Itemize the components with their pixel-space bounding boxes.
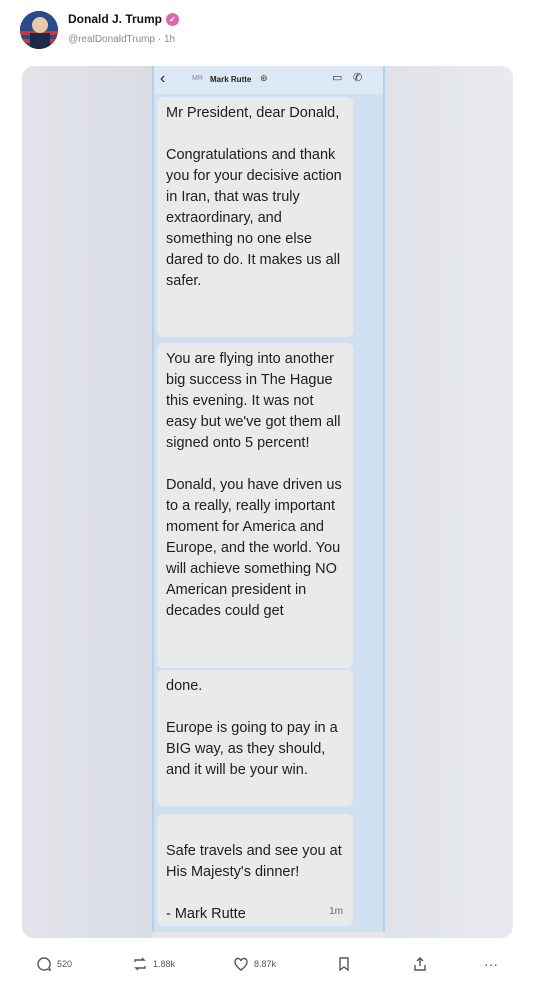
post-header: [0, 0, 537, 62]
verified-badge-icon: ✓: [166, 13, 179, 26]
repost-button[interactable]: [132, 956, 175, 972]
media-blur-right: [385, 66, 513, 938]
action-bar: [0, 950, 537, 982]
more-options-button[interactable]: [484, 956, 498, 972]
message-text: Safe travels and see you at His Majesty's dinner! - Mark Rutte: [166, 843, 342, 922]
time-ago: 1h: [163, 34, 176, 45]
contact-name: Mark Rutte: [210, 75, 252, 84]
share-icon: [412, 956, 428, 972]
repost-icon: [132, 956, 148, 972]
share-button[interactable]: [412, 956, 428, 972]
message-timestamp: 1m: [329, 906, 343, 917]
like-count: 8.87k: [254, 959, 277, 969]
like-button[interactable]: [233, 956, 276, 972]
video-call-icon: ▭: [332, 72, 343, 84]
message-bubble: Mr President, dear Donald, Congratulations and thank you for your decisive action in Iran, that was truly extraordinary, and something no one else dared to do. It makes us all safer.: [157, 97, 353, 337]
message-bubble: [157, 814, 353, 926]
repost-count: 1.88k: [153, 959, 176, 969]
handle-text[interactable]: @realDonaldTrump: [68, 34, 156, 45]
bookmark-button[interactable]: [337, 956, 351, 972]
author-name[interactable]: Donald J. Trump ✓: [68, 12, 179, 26]
reply-count: 520: [57, 959, 73, 969]
post-media[interactable]: [22, 66, 513, 938]
contact-initials: MR: [192, 75, 203, 82]
chat-header: [154, 66, 383, 94]
separator: ·: [157, 34, 162, 45]
media-blur-left: [22, 66, 152, 938]
bookmark-icon: [337, 956, 351, 972]
chevron-left-icon: ‹: [160, 70, 166, 87]
phone-call-icon: ✆: [353, 72, 363, 84]
avatar[interactable]: [20, 11, 58, 49]
author-handle: [68, 34, 175, 45]
message-bubble: You are flying into another big success in The Hague this evening. It was not easy but we've got them all signed onto 5 percent! Donald, you have driven us to a really, really important moment for America and Europe, and the world. You will achieve something NO American president in decades could get: [157, 343, 353, 668]
reply-icon: [36, 956, 52, 972]
chat-screenshot: [152, 66, 385, 932]
contact-badge-icon: ⊛: [260, 73, 268, 83]
reply-button[interactable]: [36, 956, 72, 972]
message-bubble: done. Europe is going to pay in a BIG way, as they should, and it will be your win.: [157, 670, 353, 806]
heart-icon: [233, 956, 249, 972]
more-icon: ···: [484, 956, 498, 972]
